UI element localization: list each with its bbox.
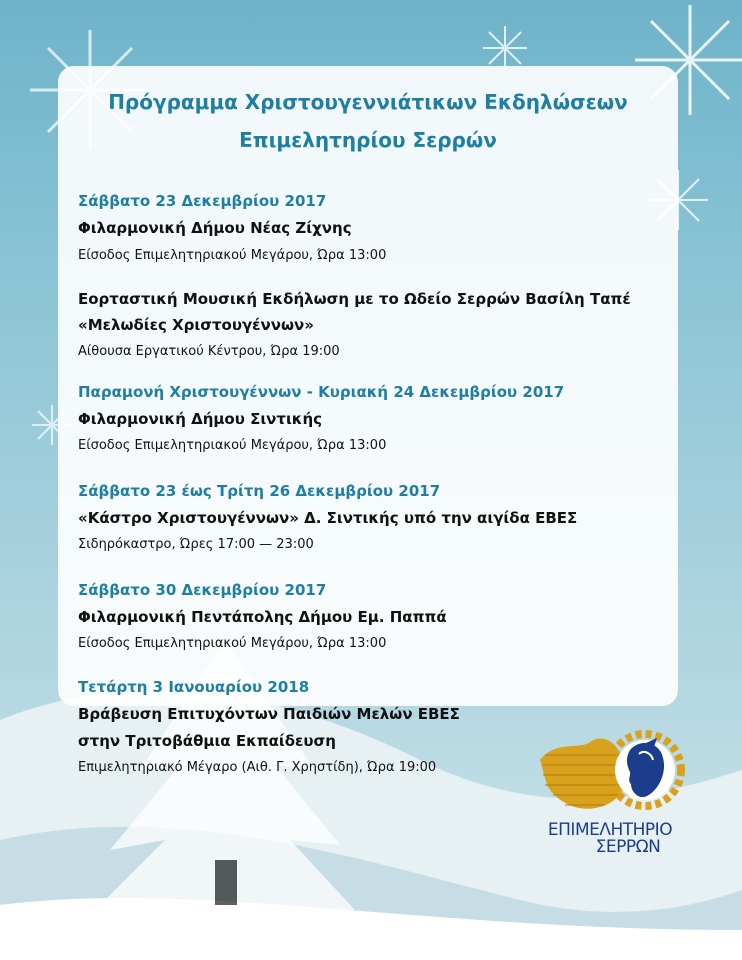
event-location: Επιμελητηριακό Μέγαρο (Αιθ. Γ. Χρηστίδη), Ώρα 19:00 [78,760,437,775]
event-date: Σάββατο 30 Δεκεμβρίου 2017 [78,581,327,599]
event-title: στην Τριτοβάθμια Εκπαίδευση [78,732,336,750]
event-date: Παραμονή Χριστουγέννων - Κυριακή 24 Δεκεμβρίου 2017 [78,383,565,401]
event-title: Βράβευση Επιτυχόντων Παιδιών Μελών ΕΒΕΣ [78,705,460,723]
event-title: «Κάστρο Χριστουγέννων» Δ. Σιντικής υπό την αιγίδα ΕΒΕΣ [78,509,578,527]
event-title: Φιλαρμονική Δήμου Νέας Ζίχνης [78,219,352,237]
event-location: Είσοδος Επιμελητηριακού Μεγάρου, Ώρα 13:00 [78,438,387,453]
event-location: Σιδηρόκαστρο, Ώρες 17:00 — 23:00 [78,537,314,552]
event-location: Είσοδος Επιμελητηριακού Μεγάρου, Ώρα 13:00 [78,636,387,651]
event-title: Φιλαρμονική Δήμου Σιντικής [78,410,323,428]
snowflake-icon [483,26,527,70]
event-title: «Μελωδίες Χριστουγέννων» [78,316,314,334]
event-date: Σάββατο 23 έως Τρίτη 26 Δεκεμβρίου 2017 [78,482,441,500]
event-location: Είσοδος Επιμελητηριακού Μεγάρου, Ώρα 13:00 [78,248,387,263]
event-title: Εορταστική Μουσική Εκδήλωση με το Ωδείο Σερρών Βασίλη Ταπέ [78,290,631,308]
logo-text-line1: ΕΠΙΜΕΛΗΤΗΡΙΟ [547,820,673,840]
event-location: Αίθουσα Εργατικού Κέντρου, Ώρα 19:00 [78,344,340,359]
event-title: Φιλαρμονική Πεντάπολης Δήμου Εμ. Παππά [78,608,447,626]
logo-text-line2: ΣΕΡΡΩΝ [595,837,661,857]
event-date: Σάββατο 23 Δεκεμβρίου 2017 [78,192,327,210]
event-date: Τετάρτη 3 Ιανουαρίου 2018 [78,678,310,696]
page-title-line2: Επιμελητηρίου Σερρών [239,128,497,152]
page-title-line1: Πρόγραμμα Χριστουγεννιάτικων Εκδηλώσεων [108,90,628,114]
